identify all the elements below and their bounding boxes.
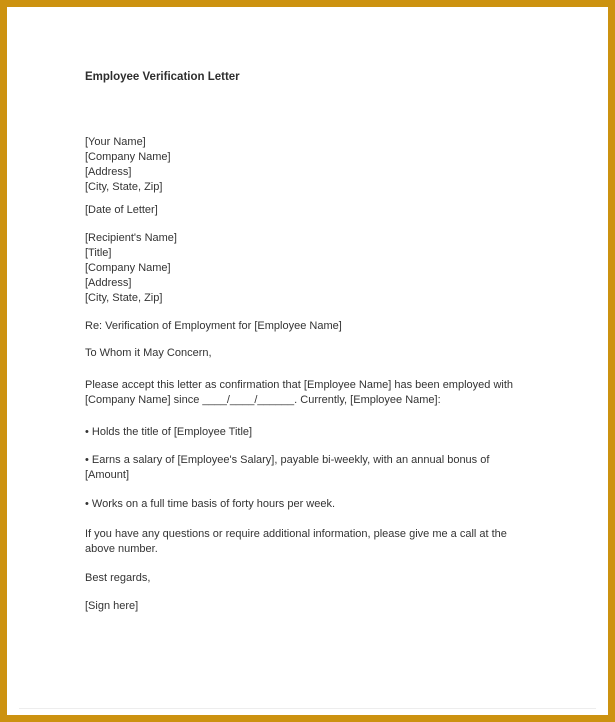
letter-content: [7, 7, 608, 614]
recipient-company-placeholder: [Company Name]: [85, 262, 171, 274]
recipient-name-placeholder: [Recipient's Name]: [85, 232, 177, 244]
letter-title: Employee Verification Letter: [85, 71, 240, 83]
page-edge-shadow: [19, 708, 596, 709]
sender-address-block: [85, 135, 548, 195]
date-line-placeholder: [Date of Letter]: [85, 204, 158, 216]
recipient-address-placeholder: [Address]: [85, 277, 132, 289]
sender-address-placeholder: [Address]: [85, 166, 132, 178]
closing-paragraph: If you have any questions or require additional information, please give me a call at the above number.: [85, 528, 507, 555]
bullet-hours: • Works on a full time basis of forty hours per week.: [85, 498, 336, 510]
recipient-title-placeholder: [Title]: [85, 247, 112, 259]
recipient-address-block: [85, 231, 548, 306]
sender-company-placeholder: [Company Name]: [85, 151, 171, 163]
sender-city-state-zip-placeholder: [City, State, Zip]: [85, 181, 163, 193]
signoff: Best regards,: [85, 572, 151, 584]
salutation: To Whom it May Concern,: [85, 347, 212, 359]
bullet-salary: • Earns a salary of [Employee's Salary], payable bi-weekly, with an annual bonus of [Amount]: [85, 454, 490, 481]
signature-placeholder: [Sign here]: [85, 600, 139, 612]
sender-name-placeholder: [Your Name]: [85, 136, 146, 148]
recipient-city-state-zip-placeholder: [City, State, Zip]: [85, 292, 163, 304]
subject-line: Re: Verification of Employment for [Employee Name]: [85, 320, 342, 332]
bullet-employee-title: • Holds the title of [Employee Title]: [85, 426, 253, 438]
intro-paragraph: Please accept this letter as confirmation that [Employee Name] has been employed with [Company Name] since ____/____/______. Currently, [Employee Name]:: [85, 379, 514, 406]
